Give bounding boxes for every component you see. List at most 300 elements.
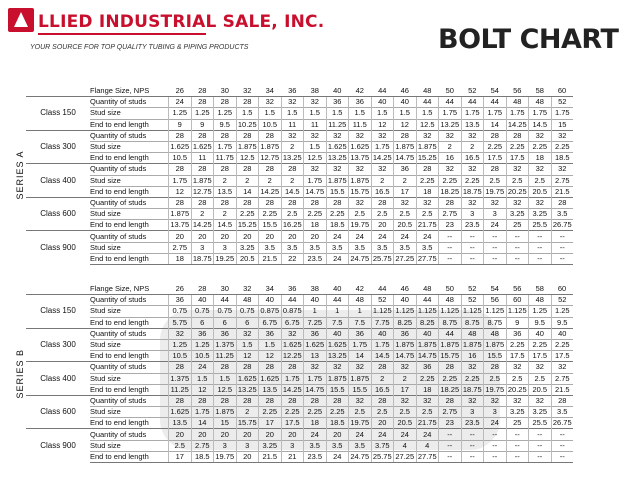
value-cell: 1.875: [327, 175, 347, 185]
value-cell: --: [439, 451, 462, 462]
value-cell: 3.5: [326, 242, 349, 253]
class-label: Class 150: [26, 295, 90, 329]
value-cell: 3.5: [281, 242, 304, 253]
company-logo-icon: [8, 8, 34, 32]
value-cell: --: [439, 253, 462, 264]
value-cell: 21.5: [551, 186, 573, 197]
value-cell: 32: [416, 197, 439, 208]
table-header-row: [14, 86, 573, 97]
value-cell: 28: [236, 362, 259, 373]
table-row: [14, 451, 573, 462]
value-cell: 36: [214, 328, 237, 339]
value-cell: 2: [259, 175, 282, 186]
value-cell: 11.25: [214, 351, 237, 362]
value-cell: 24: [484, 418, 507, 429]
row-label: Quantity of studs: [90, 231, 169, 242]
row-label: Stud size: [90, 141, 169, 152]
value-cell: 1.25: [169, 108, 192, 119]
flange-size-cell: 42: [355, 284, 364, 294]
value-cell: 20: [281, 429, 304, 440]
value-cell: 32: [281, 328, 304, 339]
series-label: SERIES B: [15, 348, 25, 399]
value-cell: 28: [259, 130, 282, 141]
value-cell: 2.5: [371, 209, 394, 220]
value-cell: 18: [416, 186, 439, 197]
table-row: [14, 440, 573, 451]
value-cell: 2.25: [439, 175, 462, 186]
value-cell: 21: [281, 451, 304, 462]
value-cell: 24: [394, 231, 417, 242]
value-cell: 23.5: [304, 451, 327, 462]
value-cell: 14: [191, 418, 214, 429]
value-cell: 28: [191, 164, 214, 175]
table-row: [14, 164, 573, 175]
value-cell: 18: [416, 384, 439, 395]
flange-size-cell: 30: [220, 86, 229, 96]
value-cell: 24.75: [350, 451, 370, 461]
value-cell: --: [484, 451, 507, 462]
value-cell: 7.5: [349, 317, 372, 328]
table-row: [14, 351, 573, 362]
flange-size-cell: 58: [535, 86, 544, 96]
value-cell: 15.75: [237, 418, 257, 428]
row-label: Quantity of studs: [90, 362, 169, 373]
value-cell: 1.125: [462, 306, 482, 316]
value-cell: --: [484, 440, 507, 451]
value-cell: 13.5: [461, 119, 484, 130]
value-cell: 28: [214, 130, 237, 141]
value-cell: 1.875: [260, 142, 280, 152]
value-cell: 2.25: [326, 407, 349, 418]
value-cell: 18.75: [462, 186, 482, 196]
value-cell: 11: [304, 119, 327, 130]
class-label: Class 900: [26, 429, 90, 463]
value-cell: 3.5: [394, 242, 417, 253]
value-cell: 3: [214, 242, 237, 253]
value-cell: 8.25: [416, 317, 439, 328]
value-cell: 23.5: [461, 220, 484, 231]
table-row: [14, 253, 573, 264]
value-cell: 12: [394, 119, 417, 130]
value-cell: 28: [371, 362, 394, 373]
value-cell: 2.25: [326, 209, 349, 220]
value-cell: 1.5: [259, 339, 282, 350]
value-cell: 20: [169, 429, 192, 440]
value-cell: 28: [191, 130, 214, 141]
row-label: Quantity of studs: [90, 295, 169, 306]
value-cell: 19.75: [215, 451, 235, 461]
value-cell: 18.5: [326, 220, 349, 231]
value-cell: 1: [326, 306, 349, 317]
value-cell: 24: [169, 97, 192, 108]
value-cell: 2.5: [506, 373, 529, 384]
value-cell: 12.25: [282, 351, 302, 361]
value-cell: 3.25: [506, 209, 529, 220]
value-cell: 24: [371, 429, 394, 440]
value-cell: 1.75: [551, 108, 573, 119]
value-cell: 28: [326, 395, 349, 406]
value-cell: 13: [304, 351, 327, 362]
value-cell: 11.5: [349, 119, 372, 130]
row-label: Stud size: [90, 407, 169, 418]
table-row: [14, 306, 573, 317]
value-cell: 28: [169, 395, 192, 406]
value-cell: 1.375: [170, 373, 190, 383]
value-cell: 20: [236, 429, 259, 440]
table-row: [14, 197, 573, 208]
value-cell: 1.75: [439, 108, 462, 119]
value-cell: 18.25: [440, 186, 460, 196]
value-cell: 3: [281, 440, 304, 451]
value-cell: 14.75: [395, 351, 415, 361]
value-cell: 32: [326, 164, 349, 175]
value-cell: 32: [439, 130, 462, 141]
value-cell: 23: [439, 418, 462, 429]
value-cell: 20: [304, 231, 327, 242]
value-cell: 2: [214, 209, 237, 220]
value-cell: 1.75: [349, 339, 372, 350]
value-cell: 14.25: [282, 384, 302, 394]
value-cell: 32: [506, 197, 529, 208]
value-cell: --: [484, 242, 507, 253]
value-cell: 28: [439, 197, 462, 208]
flange-size-cell: 26: [175, 284, 184, 294]
table-row: [14, 418, 573, 429]
value-cell: 8.75: [439, 317, 462, 328]
value-cell: 16: [439, 153, 462, 164]
value-cell: 13.25: [282, 153, 302, 163]
flange-size-cell: 50: [445, 284, 454, 294]
value-cell: 52: [371, 295, 394, 306]
value-cell: 15.5: [259, 220, 282, 231]
value-cell: 16.5: [371, 186, 394, 197]
value-cell: 40: [371, 328, 394, 339]
value-cell: --: [529, 451, 552, 462]
value-cell: 11.25: [169, 384, 192, 395]
value-cell: 24: [484, 220, 507, 231]
value-cell: 9.5: [214, 119, 237, 130]
row-label: Stud size: [90, 108, 169, 119]
value-cell: 48: [529, 97, 552, 108]
row-label: End to end length: [90, 418, 169, 429]
table-row: [14, 429, 573, 440]
value-cell: 28: [169, 362, 192, 373]
table-row: [14, 231, 573, 242]
flange-size-cell: 30: [220, 284, 229, 294]
value-cell: 2: [191, 209, 214, 220]
value-cell: 2.25: [506, 141, 529, 152]
value-cell: 14.25: [372, 153, 392, 163]
class-label: Class 300: [26, 130, 90, 164]
value-cell: 3.5: [416, 242, 439, 253]
value-cell: 20: [259, 231, 282, 242]
value-cell: 2.25: [551, 339, 573, 350]
value-cell: 2: [394, 373, 417, 384]
value-cell: 52: [551, 295, 573, 306]
value-cell: 1.625: [170, 142, 190, 152]
value-cell: 8.25: [394, 317, 417, 328]
value-cell: 1.75: [371, 141, 394, 152]
table-row: [14, 108, 573, 119]
value-cell: 12.5: [236, 153, 259, 164]
value-cell: 24: [416, 429, 439, 440]
value-cell: 36: [394, 328, 417, 339]
value-cell: 12.5: [214, 384, 237, 395]
value-cell: 8.75: [461, 317, 484, 328]
flange-size-cell: 28: [198, 86, 207, 96]
flange-size-cell: 48: [423, 284, 432, 294]
value-cell: 20: [214, 429, 237, 440]
value-cell: 2.5: [506, 175, 529, 186]
value-cell: 27.25: [395, 451, 415, 461]
value-cell: 18.75: [192, 253, 212, 263]
value-cell: 20.5: [394, 220, 417, 231]
value-cell: 14: [236, 186, 259, 197]
row-label: Stud size: [90, 209, 169, 220]
value-cell: --: [529, 429, 552, 440]
value-cell: 1: [349, 306, 372, 317]
table-row: [14, 373, 573, 384]
value-cell: 17.5: [551, 351, 573, 362]
value-cell: 0.75: [169, 306, 192, 317]
value-cell: --: [506, 242, 529, 253]
row-label: Quantity of studs: [90, 130, 169, 141]
value-cell: 28: [191, 197, 214, 208]
value-cell: 20: [169, 231, 192, 242]
value-cell: 1.75: [304, 373, 327, 384]
value-cell: 20.25: [507, 384, 527, 394]
value-cell: 1.5: [326, 108, 349, 119]
value-cell: 32: [461, 164, 484, 175]
value-cell: 28: [259, 164, 282, 175]
value-cell: 36: [304, 328, 327, 339]
value-cell: 40: [529, 328, 552, 339]
value-cell: 24: [394, 429, 417, 440]
value-cell: 1.5: [416, 108, 439, 119]
value-cell: 40: [326, 328, 349, 339]
row-label: Quantity of studs: [90, 328, 169, 339]
flange-size-cell: 46: [400, 284, 409, 294]
value-cell: 32: [506, 395, 529, 406]
value-cell: 32: [461, 362, 484, 373]
value-cell: 2: [281, 141, 304, 152]
value-cell: 32: [349, 395, 372, 406]
value-cell: --: [551, 253, 573, 264]
value-cell: 25.5: [529, 418, 552, 429]
value-cell: 20: [236, 451, 259, 462]
row-label: Quantity of studs: [90, 395, 169, 406]
value-cell: 20: [191, 429, 214, 440]
row-label: End to end length: [90, 317, 169, 328]
value-cell: 18.5: [191, 451, 214, 462]
value-cell: 24: [326, 451, 349, 462]
value-cell: 2.5: [484, 373, 507, 384]
value-cell: 2: [236, 407, 259, 418]
value-cell: 27.25: [395, 253, 415, 263]
table-row: [14, 384, 573, 395]
value-cell: 2: [371, 175, 394, 186]
value-cell: 32: [551, 130, 573, 141]
value-cell: 25: [506, 220, 529, 231]
value-cell: 28: [304, 197, 327, 208]
value-cell: 7.25: [304, 317, 327, 328]
value-cell: 21.75: [417, 418, 437, 428]
value-cell: 20: [371, 220, 394, 231]
value-cell: 40: [371, 97, 394, 108]
value-cell: 3.25: [529, 407, 552, 418]
value-cell: 12: [169, 186, 192, 197]
value-cell: 2.5: [394, 209, 417, 220]
value-cell: 14.75: [417, 351, 437, 361]
value-cell: 32: [349, 362, 372, 373]
value-cell: 1.375: [215, 340, 235, 350]
value-cell: 13.25: [237, 384, 257, 394]
value-cell: 15: [214, 418, 237, 429]
value-cell: 21.5: [551, 384, 573, 395]
value-cell: 1.75: [214, 141, 237, 152]
value-cell: 5.75: [169, 317, 192, 328]
value-cell: --: [461, 242, 484, 253]
value-cell: 36: [191, 328, 214, 339]
flange-size-cell: 34: [265, 284, 274, 294]
value-cell: 32: [169, 328, 192, 339]
value-cell: 28: [484, 164, 507, 175]
value-cell: 1.125: [485, 306, 505, 316]
value-cell: 32: [394, 395, 417, 406]
value-cell: 16.5: [461, 153, 484, 164]
page-header: [0, 0, 638, 62]
value-cell: 32: [506, 164, 529, 175]
value-cell: 20: [259, 429, 282, 440]
table-row: [14, 153, 573, 164]
value-cell: 16.5: [371, 384, 394, 395]
value-cell: 6: [236, 317, 259, 328]
value-cell: 1.875: [417, 340, 437, 350]
value-cell: 9: [169, 119, 192, 130]
value-cell: --: [506, 429, 529, 440]
bolt-table-series-b: [14, 284, 573, 463]
value-cell: 10.5: [259, 119, 282, 130]
value-cell: 48: [236, 295, 259, 306]
value-cell: 12.5: [304, 153, 327, 164]
value-cell: 2.5: [416, 209, 439, 220]
value-cell: 0.875: [260, 306, 280, 316]
table-row: [14, 407, 573, 418]
value-cell: 28: [236, 130, 259, 141]
value-cell: 32: [416, 130, 439, 141]
value-cell: 19.75: [350, 418, 370, 428]
value-cell: 18: [529, 153, 552, 164]
value-cell: 3: [236, 440, 259, 451]
value-cell: 3: [484, 407, 507, 418]
value-cell: 27.75: [417, 451, 437, 461]
value-cell: 32: [304, 164, 327, 175]
value-cell: 12.5: [416, 119, 439, 130]
value-cell: 1.5: [304, 141, 327, 152]
value-cell: 14.5: [214, 220, 237, 231]
value-cell: 14.75: [305, 186, 325, 196]
value-cell: 2.75: [439, 209, 462, 220]
value-cell: 1.5: [349, 108, 372, 119]
value-cell: 32: [416, 395, 439, 406]
value-cell: 36: [259, 328, 282, 339]
value-cell: 1.5: [371, 108, 394, 119]
value-cell: 2.25: [416, 175, 439, 186]
value-cell: 2.75: [551, 175, 573, 186]
value-cell: 28: [191, 97, 214, 108]
value-cell: 2: [461, 141, 484, 152]
value-cell: 32: [326, 130, 349, 141]
value-cell: 1.875: [462, 340, 482, 350]
value-cell: 28: [394, 130, 417, 141]
value-cell: 44: [461, 97, 484, 108]
value-cell: 1.125: [372, 306, 392, 316]
value-cell: 19.75: [485, 186, 505, 196]
value-cell: 1.5: [394, 108, 417, 119]
row-label: End to end length: [90, 451, 169, 462]
value-cell: --: [551, 451, 573, 462]
value-cell: 12: [371, 119, 394, 130]
flange-size-cell: 40: [333, 284, 342, 294]
value-cell: 12.75: [260, 153, 280, 163]
value-cell: 18: [304, 220, 327, 231]
value-cell: 2.5: [169, 440, 192, 451]
value-cell: 23.5: [304, 253, 327, 264]
value-cell: 16.25: [282, 220, 302, 230]
table-row: [14, 209, 573, 220]
value-cell: 32: [259, 97, 282, 108]
value-cell: 17.5: [506, 351, 529, 362]
value-cell: 36: [349, 97, 372, 108]
value-cell: 15.25: [237, 220, 257, 230]
value-cell: 1: [304, 306, 327, 317]
flange-size-cell: 44: [378, 86, 387, 96]
value-cell: 40: [394, 295, 417, 306]
value-cell: 20.5: [529, 186, 552, 197]
flange-size-cell: 58: [535, 284, 544, 294]
flange-size-cell: 26: [175, 86, 184, 96]
value-cell: 2.25: [281, 407, 304, 418]
value-cell: 6.75: [259, 317, 282, 328]
flange-size-cell: 32: [243, 86, 252, 96]
value-cell: 28: [236, 395, 259, 406]
value-cell: 20: [214, 231, 237, 242]
value-cell: 21.5: [259, 451, 282, 462]
value-cell: 44: [416, 295, 439, 306]
class-label: Class 400: [26, 362, 90, 396]
value-cell: 10.25: [237, 119, 257, 129]
value-cell: 28: [259, 395, 282, 406]
value-cell: 2: [371, 373, 394, 384]
value-cell: 32: [484, 395, 507, 406]
value-cell: 1.25: [214, 108, 237, 119]
value-cell: 25: [506, 418, 529, 429]
value-cell: --: [461, 253, 484, 264]
value-cell: 2.25: [259, 209, 282, 220]
value-cell: 32: [529, 164, 552, 175]
flange-size-cell: 52: [468, 86, 477, 96]
value-cell: 24: [326, 253, 349, 264]
value-cell: 4: [394, 440, 417, 451]
value-cell: 52: [551, 97, 573, 108]
value-cell: --: [484, 429, 507, 440]
value-cell: 18.5: [551, 153, 573, 164]
value-cell: --: [506, 231, 529, 242]
value-cell: 3.5: [371, 242, 394, 253]
value-cell: 3: [461, 407, 484, 418]
value-cell: 32: [281, 130, 304, 141]
value-cell: 3.5: [551, 209, 573, 220]
